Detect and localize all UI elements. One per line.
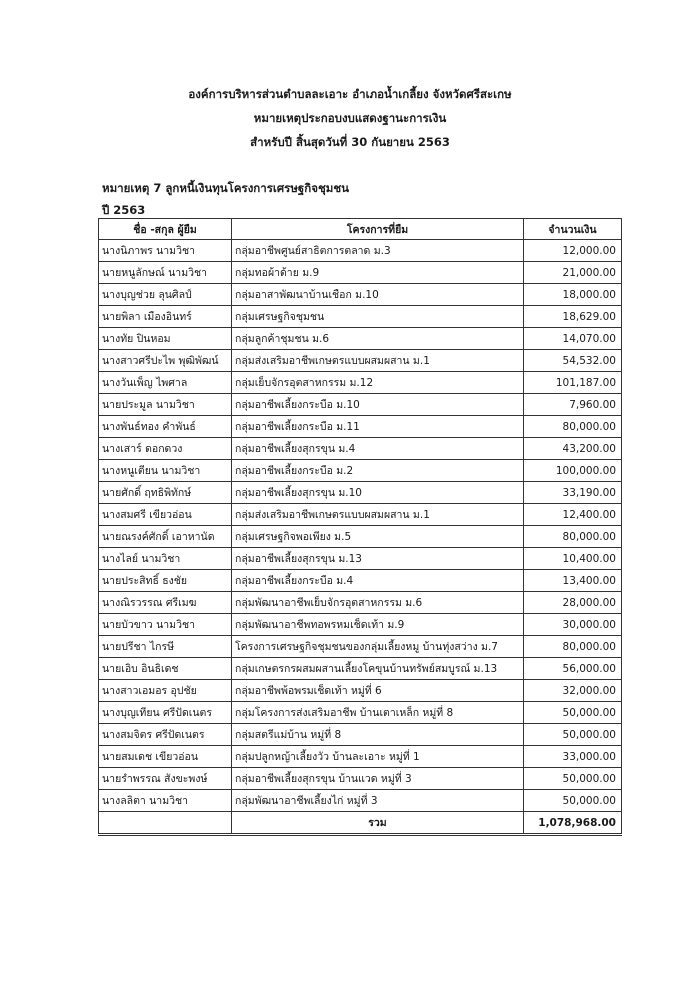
column-header-amount: จำนวนเงิน xyxy=(524,219,622,240)
amount-cell: 18,629.00 xyxy=(524,306,622,328)
amount-cell: 12,400.00 xyxy=(524,504,622,526)
borrower-name-cell: นางสาวศรีปะไพ พุฒิพัฒน์ xyxy=(99,350,232,372)
amount-cell: 50,000.00 xyxy=(524,724,622,746)
table-row xyxy=(99,548,622,570)
amount-cell: 101,187.00 xyxy=(524,372,622,394)
statement-title: หมายเหตุประกอบงบแสดงฐานะการเงิน xyxy=(253,111,447,125)
period-title: สำหรับปี สิ้นสุดวันที่ 30 กันยายน 2563 xyxy=(250,135,450,149)
borrower-name-cell: นางเสาร์ ดอกดวง xyxy=(99,438,232,460)
borrower-name-cell: นางบุญเทียน ศรีปัดเนตร xyxy=(99,702,232,724)
project-name-cell: กลุ่มพัฒนาอาชีพเย็บจักรอุตสาหกรรม ม.6 xyxy=(232,592,524,614)
borrower-name-cell: นางสมจิตร ศรีปัดเนตร xyxy=(99,724,232,746)
table-row xyxy=(99,636,622,658)
amount-cell: 13,400.00 xyxy=(524,570,622,592)
table-row xyxy=(99,350,622,372)
amount-cell: 14,070.00 xyxy=(524,328,622,350)
table-row xyxy=(99,680,622,702)
column-header-project: โครงการที่ยืม xyxy=(232,219,524,240)
table-row xyxy=(99,746,622,768)
project-name-cell: กลุ่มเศรษฐกิจชุมชน xyxy=(232,306,524,328)
amount-cell: 80,000.00 xyxy=(524,526,622,548)
table-row xyxy=(99,724,622,746)
borrower-name-cell: นายพิลา เมืองอินทร์ xyxy=(99,306,232,328)
borrower-name-cell: นางบุญช่วย ลุนศิลป์ xyxy=(99,284,232,306)
borrower-name-cell: นายศักดิ์ ฤทธิพิทักษ์ xyxy=(99,482,232,504)
table-row xyxy=(99,416,622,438)
amount-cell: 80,000.00 xyxy=(524,636,622,658)
project-name-cell: กลุ่มเย็บจักรอุตสาหกรรม ม.12 xyxy=(232,372,524,394)
amount-cell: 54,532.00 xyxy=(524,350,622,372)
table-row xyxy=(99,240,622,262)
table-row xyxy=(99,328,622,350)
amount-cell: 10,400.00 xyxy=(524,548,622,570)
amount-cell: 100,000.00 xyxy=(524,460,622,482)
amount-cell: 21,000.00 xyxy=(524,262,622,284)
project-name-cell: กลุ่มอาชีพเลี้ยงสุกรขุน บ้านแวด หมู่ที่ 3 xyxy=(232,768,524,790)
amount-cell: 28,000.00 xyxy=(524,592,622,614)
borrower-name-cell: นางวันเพ็ญ ไพศาล xyxy=(99,372,232,394)
total-value: 1,078,968.00 xyxy=(524,812,622,835)
borrower-name-cell: นายปรีชา ไกรษี xyxy=(99,636,232,658)
table-row xyxy=(99,768,622,790)
project-name-cell: กลุ่มส่งเสริมอาชีพเกษตรแบบผสมผสาน ม.1 xyxy=(232,504,524,526)
project-name-cell: กลุ่มอาชีพเลี้ยงสุกรขุน ม.13 xyxy=(232,548,524,570)
table-row xyxy=(99,262,622,284)
table-row xyxy=(99,790,622,812)
table-row xyxy=(99,284,622,306)
project-name-cell: กลุ่มพัฒนาอาชีพทอพรหมเช็ดเท้า ม.9 xyxy=(232,614,524,636)
project-name-cell: กลุ่มอาชีพเลี้ยงกระบือ ม.11 xyxy=(232,416,524,438)
year-label: ปี 2563 xyxy=(102,203,146,217)
table-row xyxy=(99,372,622,394)
borrower-name-cell: นางสาวเอมอร อุปชัย xyxy=(99,680,232,702)
table-row xyxy=(99,570,622,592)
project-name-cell: กลุ่มเศรษฐกิจพอเพียง ม.5 xyxy=(232,526,524,548)
borrower-name-cell: นายรำพรรณ สังขะพงษ์ xyxy=(99,768,232,790)
table-row xyxy=(99,526,622,548)
borrower-name-cell: นายณรงค์ศักดิ์ เอาหานัด xyxy=(99,526,232,548)
borrower-name-cell: นางไลย์ นามวิชา xyxy=(99,548,232,570)
table-row xyxy=(99,394,622,416)
amount-cell: 30,000.00 xyxy=(524,614,622,636)
project-name-cell: กลุ่มโครงการส่งเสริมอาชีพ บ้านเตาเหล็ก หมู่ที่ 8 xyxy=(232,702,524,724)
project-name-cell: กลุ่มเกษตรกรผสมผสานเลี้ยงโคขุนบ้านทรัพย์สมบูรณ์ ม.13 xyxy=(232,658,524,680)
borrower-name-cell: นายสมเดช เขียวอ่อน xyxy=(99,746,232,768)
borrower-name-cell: นางสมศรี เขียวอ่อน xyxy=(99,504,232,526)
borrower-name-cell: นางทัย ปินหอม xyxy=(99,328,232,350)
total-label: รวม xyxy=(232,812,524,835)
project-name-cell: กลุ่มทอผ้าด้าย ม.9 xyxy=(232,262,524,284)
table-header-row xyxy=(99,219,622,240)
project-name-cell: กลุ่มปลูกหญ้าเลี้ยงวัว บ้านละเอาะ หมู่ที่ 1 xyxy=(232,746,524,768)
borrower-name-cell: นายประมูล นามวิชา xyxy=(99,394,232,416)
borrower-name-cell: นางนิภาพร นามวิชา xyxy=(99,240,232,262)
table-row xyxy=(99,438,622,460)
borrower-name-cell: นายประสิทธิ์ ธงชัย xyxy=(99,570,232,592)
project-name-cell: กลุ่มอาชีพเลี้ยงกระบือ ม.10 xyxy=(232,394,524,416)
table-row xyxy=(99,482,622,504)
borrower-name-cell: นางลลิตา นามวิชา xyxy=(99,790,232,812)
amount-cell: 33,190.00 xyxy=(524,482,622,504)
project-name-cell: กลุ่มอาชีพเลี้ยงกระบือ ม.4 xyxy=(232,570,524,592)
project-name-cell: กลุ่มลูกค้าชุมชน ม.6 xyxy=(232,328,524,350)
organization-title: องค์การบริหารส่วนตำบลละเอาะ อำเภอน้ำเกลี้ยง จังหวัดศรีสะเกษ xyxy=(188,87,512,101)
borrower-name-cell: นายหนูลักษณ์ นามวิชา xyxy=(99,262,232,284)
project-name-cell: กลุ่มอาชีพเลี้ยงสุกรขุน ม.4 xyxy=(232,438,524,460)
column-header-borrower: ชื่อ -สกุล ผู้ยืม xyxy=(99,219,232,240)
table-row xyxy=(99,592,622,614)
project-name-cell: กลุ่มพัฒนาอาชีพเลี้ยงไก่ หมู่ที่ 3 xyxy=(232,790,524,812)
amount-cell: 12,000.00 xyxy=(524,240,622,262)
borrower-name-cell: นายเอิบ อินธิเดช xyxy=(99,658,232,680)
project-name-cell: กลุ่มส่งเสริมอาชีพเกษตรแบบผสมผสาน ม.1 xyxy=(232,350,524,372)
borrower-name-cell: นางพันธ์ทอง คำพันธ์ xyxy=(99,416,232,438)
amount-cell: 56,000.00 xyxy=(524,658,622,680)
table-row xyxy=(99,306,622,328)
borrower-name-cell: นางณิรวรรณ ศรีเมฆ xyxy=(99,592,232,614)
table-row xyxy=(99,504,622,526)
total-blank-cell xyxy=(99,812,232,835)
project-name-cell: กลุ่มอาชีพพ้อพรมเช็ดเท้า หมู่ที่ 6 xyxy=(232,680,524,702)
amount-cell: 18,000.00 xyxy=(524,284,622,306)
table-row xyxy=(99,460,622,482)
table-row xyxy=(99,702,622,724)
amount-cell: 50,000.00 xyxy=(524,790,622,812)
borrower-name-cell: นางหนูเตียน นามวิชา xyxy=(99,460,232,482)
table-row xyxy=(99,658,622,680)
receivables-table xyxy=(98,218,622,836)
project-name-cell: กลุ่มอาชีพเลี้ยงสุกรขุน ม.10 xyxy=(232,482,524,504)
amount-cell: 33,000.00 xyxy=(524,746,622,768)
amount-cell: 43,200.00 xyxy=(524,438,622,460)
amount-cell: 80,000.00 xyxy=(524,416,622,438)
project-name-cell: กลุ่มอาชีพเลี้ยงกระบือ ม.2 xyxy=(232,460,524,482)
project-name-cell: กลุ่มอาสาพัฒนาบ้านเชือก ม.10 xyxy=(232,284,524,306)
amount-cell: 50,000.00 xyxy=(524,768,622,790)
amount-cell: 7,960.00 xyxy=(524,394,622,416)
table-row xyxy=(99,614,622,636)
amount-cell: 32,000.00 xyxy=(524,680,622,702)
note-title: หมายเหตุ 7 ลูกหนี้เงินทุนโครงการเศรษฐกิจชุมชน xyxy=(102,181,349,195)
project-name-cell: กลุ่มสตรีแม่บ้าน หมู่ที่ 8 xyxy=(232,724,524,746)
borrower-name-cell: นายบัวขาว นามวิชา xyxy=(99,614,232,636)
total-row xyxy=(99,812,622,835)
project-name-cell: กลุ่มอาชีพศูนย์สาธิตการตลาด ม.3 xyxy=(232,240,524,262)
amount-cell: 50,000.00 xyxy=(524,702,622,724)
project-name-cell: โครงการเศรษฐกิจชุมชนของกลุ่มเลี้ยงหมู บ้านทุ่งสว่าง ม.7 xyxy=(232,636,524,658)
